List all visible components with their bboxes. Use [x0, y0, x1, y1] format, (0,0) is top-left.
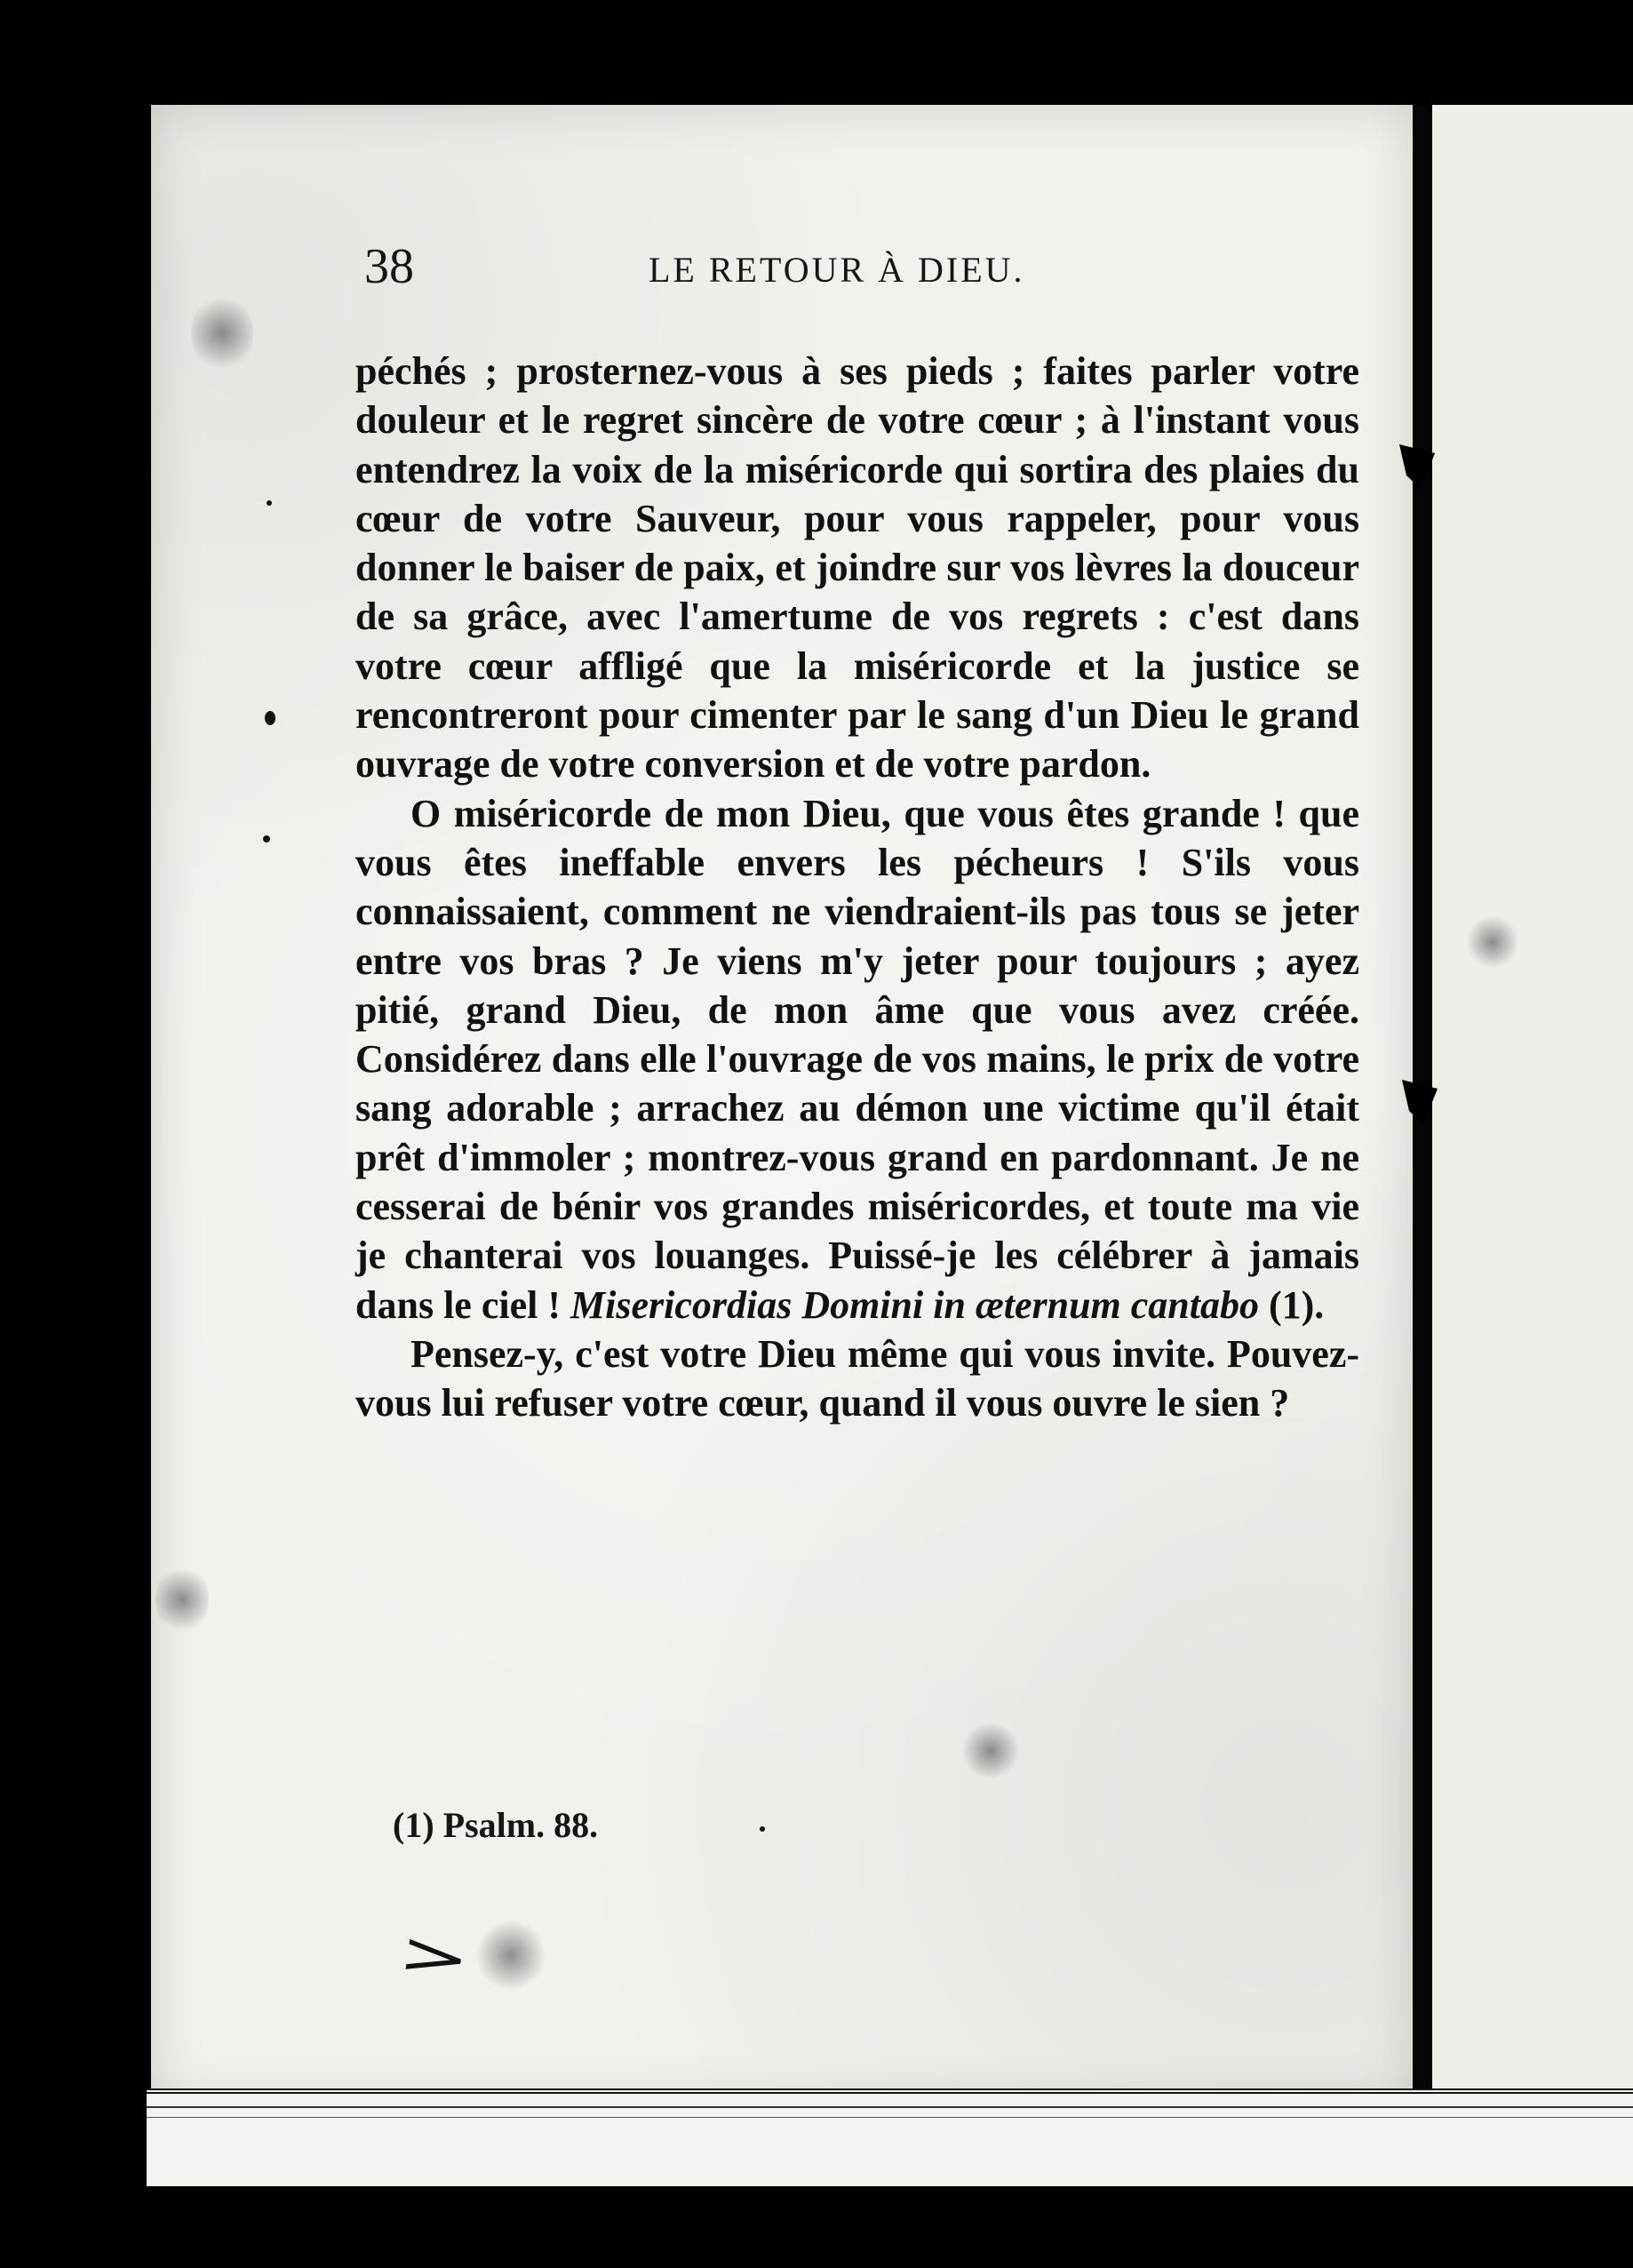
paragraph: Pensez-y, c'est votre Dieu même qui vous invite. Pouvez-vous lui refuser votre cœur, quand il vous ouvre le sien ?	[355, 1331, 1359, 1425]
margin-speck	[265, 711, 275, 725]
scan-border	[0, 2186, 1633, 2268]
footnote: (1) Psalm. 88.	[393, 1805, 599, 1845]
adjacent-page-edge	[1432, 105, 1633, 2104]
ink-smudge	[960, 1724, 1022, 1777]
latin-quotation: Misericordias Domini in æternum cantabo	[570, 1282, 1259, 1327]
paragraph	[355, 789, 1359, 1330]
ink-smudge	[475, 1920, 546, 1991]
margin-speck	[760, 1826, 765, 1832]
scan-rule	[147, 2117, 1633, 2118]
paragraph: péchés ; prosternez-vous à ses pieds ; faites parler votre douleur et le regret sincère de votre cœur ; à l'instant vous entendrez la voix de la miséricorde qui sortira des plaies du cœur de votre Sauveur, pour vous rappeler, pour vous donner le baiser de paix, et joindre sur vos lèvres la douceur de sa grâce, avec l'amertume de vos regrets : c'est dans votre cœur affligé que la miséricorde et la justice se rencontreront pour cimenter par le sang d'un Dieu le grand ouvrage de votre conversion et de votre pardon.	[355, 349, 1359, 787]
ink-smudge	[1466, 915, 1519, 969]
running-title: LE RETOUR À DIEU.	[649, 250, 1025, 290]
pencil-mark: >	[394, 1919, 474, 1995]
paragraph-text: O miséricorde de mon Dieu, que vous êtes grande ! que vous êtes ineffable envers les pécheurs ! S'ils vous connaissaient, comment ne viendraient-ils pas tous se jeter entre vos bras ? Je viens m'y jeter pour toujours ; ayez pitié, grand Dieu, de mon âme que vous avez créée. Considérez dans elle l'ouvrage de vos mains, le prix de votre sang adorable ; arrachez au démon une victime qu'il était prêt d'immoler ; montrez-vous grand en pardonnant. Je ne cesserai de bénir vos grandes miséricordes, et toute ma vie je chanterai vos louanges. Puissé-je les célébrer à jamais dans le ciel !	[355, 791, 1359, 1327]
ink-smudge	[155, 1564, 209, 1635]
ink-smudge	[191, 293, 253, 373]
scan-rule	[147, 2106, 1633, 2108]
margin-speck	[263, 835, 270, 843]
running-header	[364, 238, 1386, 300]
scan-bottom-margin	[147, 2088, 1633, 2192]
body-text	[355, 347, 1359, 1428]
page-number: 38	[364, 239, 414, 294]
footnote-reference: (1).	[1259, 1282, 1325, 1327]
margin-speck	[267, 500, 272, 506]
